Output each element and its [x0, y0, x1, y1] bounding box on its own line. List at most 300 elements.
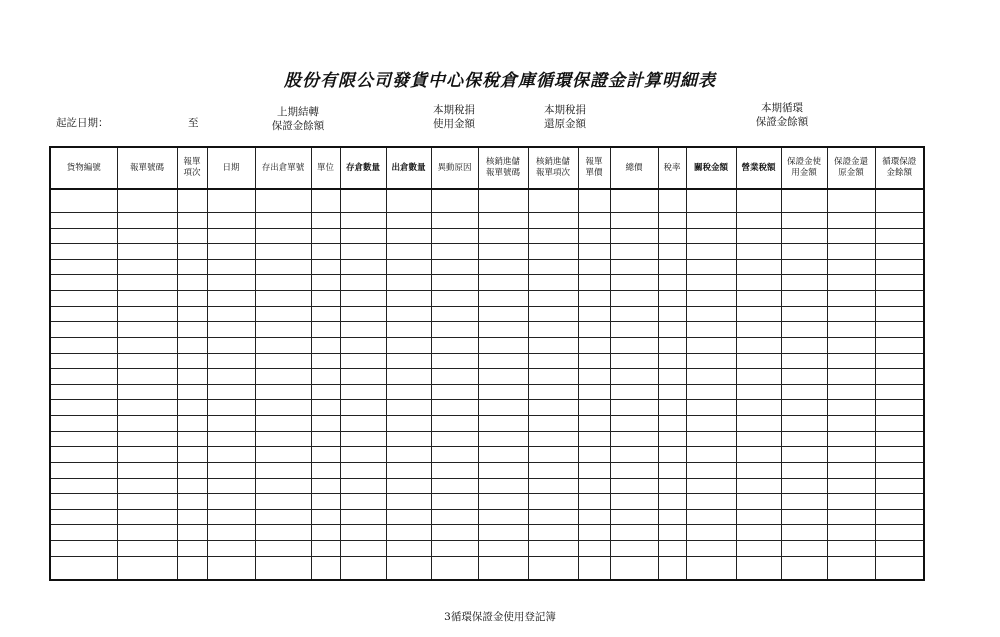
table-cell	[528, 353, 578, 369]
table-cell	[255, 431, 311, 447]
table-row	[50, 556, 924, 580]
table-cell	[207, 400, 255, 416]
table-cell	[736, 541, 781, 557]
table-cell	[827, 306, 875, 322]
table-cell	[686, 259, 736, 275]
column-header	[578, 147, 610, 189]
column-header	[431, 147, 478, 189]
table-cell	[578, 384, 610, 400]
table-cell	[311, 353, 340, 369]
table-cell	[386, 384, 431, 400]
table-cell	[875, 478, 924, 494]
table-cell	[255, 369, 311, 385]
table-cell	[207, 541, 255, 557]
table-cell	[431, 369, 478, 385]
table-cell	[781, 478, 827, 494]
table-cell	[781, 416, 827, 432]
table-cell	[827, 556, 875, 580]
table-cell	[875, 384, 924, 400]
table-cell	[386, 462, 431, 478]
column-header-line1: 保證金使	[786, 157, 821, 167]
table-cell	[50, 416, 117, 432]
table-cell	[386, 259, 431, 275]
table-cell	[827, 494, 875, 510]
column-header	[117, 147, 177, 189]
table-cell	[431, 431, 478, 447]
table-cell	[781, 322, 827, 338]
column-header	[386, 147, 431, 189]
table-cell	[875, 259, 924, 275]
table-cell	[736, 212, 781, 228]
table-cell	[478, 431, 528, 447]
table-cell	[340, 275, 386, 291]
table-cell	[311, 525, 340, 541]
table-cell	[578, 369, 610, 385]
table-cell	[686, 384, 736, 400]
table-cell	[736, 431, 781, 447]
table-cell	[431, 509, 478, 525]
table-cell	[255, 259, 311, 275]
table-cell	[177, 212, 207, 228]
table-cell	[50, 478, 117, 494]
table-cell	[207, 431, 255, 447]
table-cell	[658, 369, 686, 385]
table-cell	[827, 369, 875, 385]
table-cell	[478, 509, 528, 525]
table-cell	[255, 494, 311, 510]
table-cell	[736, 291, 781, 307]
table-cell	[781, 556, 827, 580]
table-cell	[781, 212, 827, 228]
table-cell	[686, 478, 736, 494]
table-cell	[686, 541, 736, 557]
table-cell	[686, 244, 736, 260]
column-header-line2: 用金額	[791, 168, 817, 178]
table-cell	[177, 556, 207, 580]
table-cell	[50, 212, 117, 228]
table-cell	[340, 478, 386, 494]
table-cell	[50, 337, 117, 353]
table-cell	[177, 291, 207, 307]
table-cell	[177, 400, 207, 416]
table-cell	[478, 259, 528, 275]
table-cell	[781, 337, 827, 353]
column-header-line2: 報單項次	[535, 168, 570, 178]
table-cell	[207, 259, 255, 275]
table-cell	[177, 447, 207, 463]
table-cell	[875, 509, 924, 525]
table-cell	[117, 384, 177, 400]
table-cell	[340, 525, 386, 541]
table-cell	[686, 416, 736, 432]
table-row	[50, 322, 924, 338]
table-cell	[736, 306, 781, 322]
table-cell	[311, 212, 340, 228]
table-cell	[875, 494, 924, 510]
table-row	[50, 337, 924, 353]
column-header-line1: 營業稅額	[741, 162, 776, 173]
table-cell	[610, 400, 658, 416]
column-header-line1: 單位	[316, 162, 334, 173]
prev-carry-label	[258, 105, 338, 133]
table-cell	[431, 447, 478, 463]
table-cell	[340, 228, 386, 244]
table-cell	[117, 189, 177, 212]
table-cell	[431, 337, 478, 353]
column-header-line1: 關稅金額	[693, 162, 728, 173]
table-cell	[827, 541, 875, 557]
tax-used-label-line1: 本期稅捐	[433, 104, 475, 116]
table-cell	[50, 431, 117, 447]
table-cell	[431, 212, 478, 228]
table-cell	[528, 212, 578, 228]
table-cell	[610, 494, 658, 510]
table-cell	[207, 244, 255, 260]
table-row	[50, 384, 924, 400]
table-cell	[528, 416, 578, 432]
table-cell	[827, 244, 875, 260]
table-cell	[736, 189, 781, 212]
table-cell	[827, 416, 875, 432]
table-cell	[578, 228, 610, 244]
cycle-balance-label	[742, 101, 822, 129]
column-header	[207, 147, 255, 189]
table-cell	[528, 189, 578, 212]
table-cell	[255, 541, 311, 557]
table-cell	[311, 509, 340, 525]
table-cell	[207, 447, 255, 463]
table-cell	[386, 212, 431, 228]
table-cell	[431, 306, 478, 322]
table-cell	[207, 509, 255, 525]
table-cell	[117, 462, 177, 478]
table-cell	[827, 400, 875, 416]
date-to-label: 至	[188, 117, 199, 129]
column-header	[781, 147, 827, 189]
table-cell	[781, 275, 827, 291]
table-cell	[431, 494, 478, 510]
table-cell	[478, 494, 528, 510]
table-cell	[386, 189, 431, 212]
table-cell	[255, 525, 311, 541]
column-header-line1: 報單	[183, 157, 201, 167]
table-cell	[311, 416, 340, 432]
table-cell	[117, 369, 177, 385]
column-header	[736, 147, 781, 189]
table-cell	[340, 259, 386, 275]
table-cell	[117, 337, 177, 353]
table-cell	[528, 447, 578, 463]
table-cell	[610, 228, 658, 244]
table-cell	[610, 462, 658, 478]
table-cell	[658, 478, 686, 494]
table-cell	[50, 259, 117, 275]
table-cell	[875, 416, 924, 432]
table-cell	[50, 369, 117, 385]
table-cell	[686, 337, 736, 353]
table-row	[50, 259, 924, 275]
table-cell	[311, 447, 340, 463]
table-cell	[478, 322, 528, 338]
table-cell	[478, 189, 528, 212]
table-cell	[658, 447, 686, 463]
table-cell	[478, 478, 528, 494]
table-cell	[117, 541, 177, 557]
table-cell	[528, 478, 578, 494]
table-cell	[528, 509, 578, 525]
table-cell	[255, 244, 311, 260]
table-row	[50, 431, 924, 447]
table-cell	[686, 322, 736, 338]
table-cell	[781, 447, 827, 463]
table-cell	[736, 400, 781, 416]
table-cell	[311, 494, 340, 510]
table-cell	[255, 291, 311, 307]
table-cell	[340, 431, 386, 447]
table-cell	[386, 369, 431, 385]
table-row	[50, 212, 924, 228]
table-cell	[177, 431, 207, 447]
table-cell	[827, 509, 875, 525]
table-cell	[431, 291, 478, 307]
table-cell	[686, 556, 736, 580]
table-cell	[50, 189, 117, 212]
table-cell	[736, 275, 781, 291]
column-header	[610, 147, 658, 189]
table-cell	[658, 462, 686, 478]
table-cell	[686, 353, 736, 369]
table-cell	[340, 291, 386, 307]
table-cell	[117, 525, 177, 541]
table-cell	[340, 447, 386, 463]
table-cell	[578, 478, 610, 494]
table-cell	[875, 228, 924, 244]
table-cell	[781, 525, 827, 541]
table-cell	[658, 275, 686, 291]
table-cell	[686, 291, 736, 307]
table-cell	[177, 494, 207, 510]
table-row	[50, 462, 924, 478]
table-cell	[340, 337, 386, 353]
table-cell	[875, 212, 924, 228]
table-cell	[827, 462, 875, 478]
table-cell	[528, 306, 578, 322]
column-header	[311, 147, 340, 189]
table-cell	[610, 212, 658, 228]
table-row	[50, 291, 924, 307]
table-cell	[177, 384, 207, 400]
table-cell	[255, 556, 311, 580]
column-header-line1: 存倉數量	[345, 162, 380, 173]
cycle-balance-label-line1: 本期循環	[761, 102, 803, 114]
table-cell	[117, 556, 177, 580]
table-cell	[255, 189, 311, 212]
table-cell	[827, 337, 875, 353]
column-header-line2: 項次	[183, 168, 201, 178]
table-cell	[207, 228, 255, 244]
table-cell	[50, 384, 117, 400]
table-cell	[311, 384, 340, 400]
table-cell	[50, 353, 117, 369]
table-cell	[207, 322, 255, 338]
table-cell	[431, 322, 478, 338]
table-cell	[827, 525, 875, 541]
table-cell	[610, 259, 658, 275]
table-cell	[781, 259, 827, 275]
table-cell	[386, 525, 431, 541]
table-cell	[875, 189, 924, 212]
column-header-line1: 報單號碼	[129, 162, 164, 173]
table-cell	[50, 525, 117, 541]
table-cell	[781, 291, 827, 307]
column-header-line1: 核銷進儲	[485, 157, 520, 167]
table-cell	[311, 259, 340, 275]
table-cell	[478, 228, 528, 244]
table-cell	[207, 275, 255, 291]
table-cell	[610, 275, 658, 291]
table-cell	[781, 228, 827, 244]
column-header-line2: 金餘額	[886, 168, 912, 178]
table-cell	[311, 228, 340, 244]
table-cell	[431, 478, 478, 494]
table-cell	[478, 541, 528, 557]
table-cell	[386, 478, 431, 494]
table-cell	[875, 525, 924, 541]
table-cell	[736, 494, 781, 510]
table-cell	[578, 400, 610, 416]
table-cell	[340, 369, 386, 385]
table-cell	[528, 384, 578, 400]
table-cell	[386, 447, 431, 463]
table-cell	[117, 431, 177, 447]
table-cell	[340, 353, 386, 369]
table-cell	[207, 556, 255, 580]
table-cell	[610, 384, 658, 400]
table-cell	[578, 291, 610, 307]
table-cell	[827, 259, 875, 275]
table-cell	[255, 400, 311, 416]
table-cell	[658, 228, 686, 244]
table-cell	[781, 384, 827, 400]
table-cell	[478, 384, 528, 400]
column-header	[255, 147, 311, 189]
table-cell	[311, 306, 340, 322]
table-cell	[478, 525, 528, 541]
table-cell	[578, 556, 610, 580]
table-cell	[781, 189, 827, 212]
table-cell	[736, 244, 781, 260]
table-cell	[386, 228, 431, 244]
table-cell	[431, 525, 478, 541]
table-cell	[50, 494, 117, 510]
table-cell	[255, 384, 311, 400]
table-cell	[478, 306, 528, 322]
table-cell	[658, 322, 686, 338]
table-cell	[50, 556, 117, 580]
table-cell	[736, 416, 781, 432]
table-cell	[478, 400, 528, 416]
table-cell	[478, 353, 528, 369]
table-cell	[658, 259, 686, 275]
table-cell	[311, 400, 340, 416]
table-cell	[827, 212, 875, 228]
table-cell	[610, 189, 658, 212]
table-cell	[827, 189, 875, 212]
column-header	[50, 147, 117, 189]
table-cell	[207, 291, 255, 307]
table-cell	[255, 212, 311, 228]
column-header-line2: 原金額	[838, 168, 864, 178]
table-cell	[736, 556, 781, 580]
table-cell	[207, 353, 255, 369]
tax-return-label-line1: 本期稅捐	[544, 104, 586, 116]
table-cell	[431, 228, 478, 244]
detail-table	[49, 146, 925, 581]
table-cell	[386, 275, 431, 291]
table-cell	[386, 353, 431, 369]
table-cell	[578, 494, 610, 510]
table-cell	[686, 400, 736, 416]
table-cell	[610, 337, 658, 353]
table-cell	[50, 244, 117, 260]
table-cell	[117, 291, 177, 307]
table-row	[50, 416, 924, 432]
table-row	[50, 447, 924, 463]
table-cell	[207, 416, 255, 432]
table-cell	[311, 556, 340, 580]
table-cell	[386, 509, 431, 525]
table-cell	[340, 556, 386, 580]
footer-caption: 3循環保證金使用登記簿	[444, 611, 556, 623]
table-cell	[610, 369, 658, 385]
table-cell	[431, 259, 478, 275]
table-cell	[478, 369, 528, 385]
table-cell	[875, 275, 924, 291]
prev-carry-label-line2: 保證金餘額	[271, 120, 325, 132]
table-cell	[177, 525, 207, 541]
table-cell	[478, 416, 528, 432]
table-cell	[578, 447, 610, 463]
table-cell	[340, 306, 386, 322]
table-cell	[386, 400, 431, 416]
table-cell	[255, 462, 311, 478]
table-cell	[578, 525, 610, 541]
table-cell	[311, 189, 340, 212]
table-cell	[431, 189, 478, 212]
table-cell	[177, 509, 207, 525]
table-cell	[340, 322, 386, 338]
table-cell	[781, 369, 827, 385]
table-cell	[117, 275, 177, 291]
table-cell	[875, 556, 924, 580]
table-cell	[431, 275, 478, 291]
table-cell	[578, 322, 610, 338]
table-cell	[311, 478, 340, 494]
table-cell	[610, 431, 658, 447]
table-row	[50, 509, 924, 525]
table-cell	[50, 291, 117, 307]
table-cell	[578, 416, 610, 432]
table-cell	[255, 447, 311, 463]
table-cell	[207, 525, 255, 541]
table-cell	[875, 353, 924, 369]
table-cell	[658, 291, 686, 307]
table-cell	[117, 322, 177, 338]
column-header-line1: 總價	[625, 162, 643, 173]
table-cell	[528, 462, 578, 478]
table-cell	[386, 541, 431, 557]
table-cell	[117, 228, 177, 244]
